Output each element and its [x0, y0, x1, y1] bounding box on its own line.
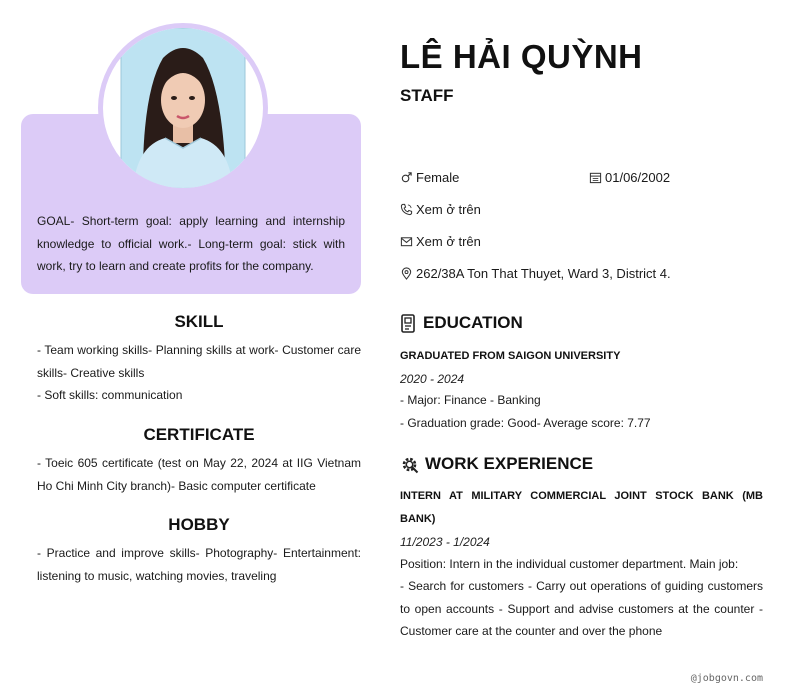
calendar-icon	[589, 171, 602, 184]
gender-info	[400, 170, 459, 185]
experience-duties: - Search for customers - Carry out operations of guiding customers to open accounts - Support and advise customers at the counter - Customer care at the counter and over the phone	[400, 579, 763, 638]
location-pin-icon	[400, 267, 413, 280]
email-value: Xem ở trên	[416, 234, 481, 249]
address-value: 262/38A Ton That Thuyet, Ward 3, District 4.	[416, 266, 671, 281]
hobby-heading: HOBBY	[168, 515, 230, 534]
certificate-text: - Toeic 605 certificate (test on May 22, 2024 at IIG Vietnam Ho Chi Minh City branch)- Basic computer certificate	[37, 456, 361, 493]
career-goal: GOAL- Short-term goal: apply learning and internship knowledge to official work.- Long-term goal: stick with work, try to learn and create profits for the company.	[37, 214, 345, 273]
experience-heading	[400, 454, 593, 474]
education-period: 2020 - 2024	[400, 372, 465, 386]
full-name: LÊ HẢI QUỲNH	[400, 38, 643, 75]
education-title: EDUCATION	[423, 313, 523, 332]
work-gear-icon	[400, 455, 419, 474]
experience-position: INTERN AT MILITARY COMMERCIAL JOINT STOCK BANK (MB BANK)	[400, 490, 763, 525]
birthday-info	[589, 170, 670, 185]
job-title: STAFF	[400, 86, 454, 105]
watermark: @jobgovn.com	[690, 673, 763, 684]
skill-line-1: - Team working skills- Planning skills at work- Customer care skills- Creative skills	[37, 343, 361, 380]
skill-heading: SKILL	[174, 312, 224, 331]
birthday-value: 01/06/2002	[605, 170, 671, 185]
education-grade: - Graduation grade: Good- Average score: 7.77	[400, 416, 651, 430]
experience-period: 11/2023 - 1/2024	[400, 535, 490, 549]
experience-role: Position: Intern in the individual customer department. Main job:	[400, 557, 739, 571]
phone-info	[400, 202, 481, 217]
profile-photo	[103, 28, 263, 188]
education-major: - Major: Finance - Banking	[400, 393, 541, 407]
phone-value: Xem ở trên	[416, 202, 481, 217]
experience-title: WORK EXPERIENCE	[425, 454, 594, 473]
email-info	[400, 234, 481, 249]
education-icon	[400, 314, 417, 333]
skill-line-2: - Soft skills: communication	[37, 388, 183, 402]
gender-icon	[400, 171, 413, 184]
email-icon	[400, 235, 413, 248]
phone-icon	[400, 203, 413, 216]
education-school: GRADUATED FROM SAIGON UNIVERSITY	[400, 350, 621, 362]
gender-value: Female	[416, 170, 460, 185]
hobby-text: - Practice and improve skills- Photography- Entertainment: listening to music, watching movies, traveling	[37, 546, 361, 583]
education-heading	[400, 313, 523, 333]
address-info	[400, 266, 671, 281]
certificate-heading: CERTIFICATE	[143, 425, 255, 444]
